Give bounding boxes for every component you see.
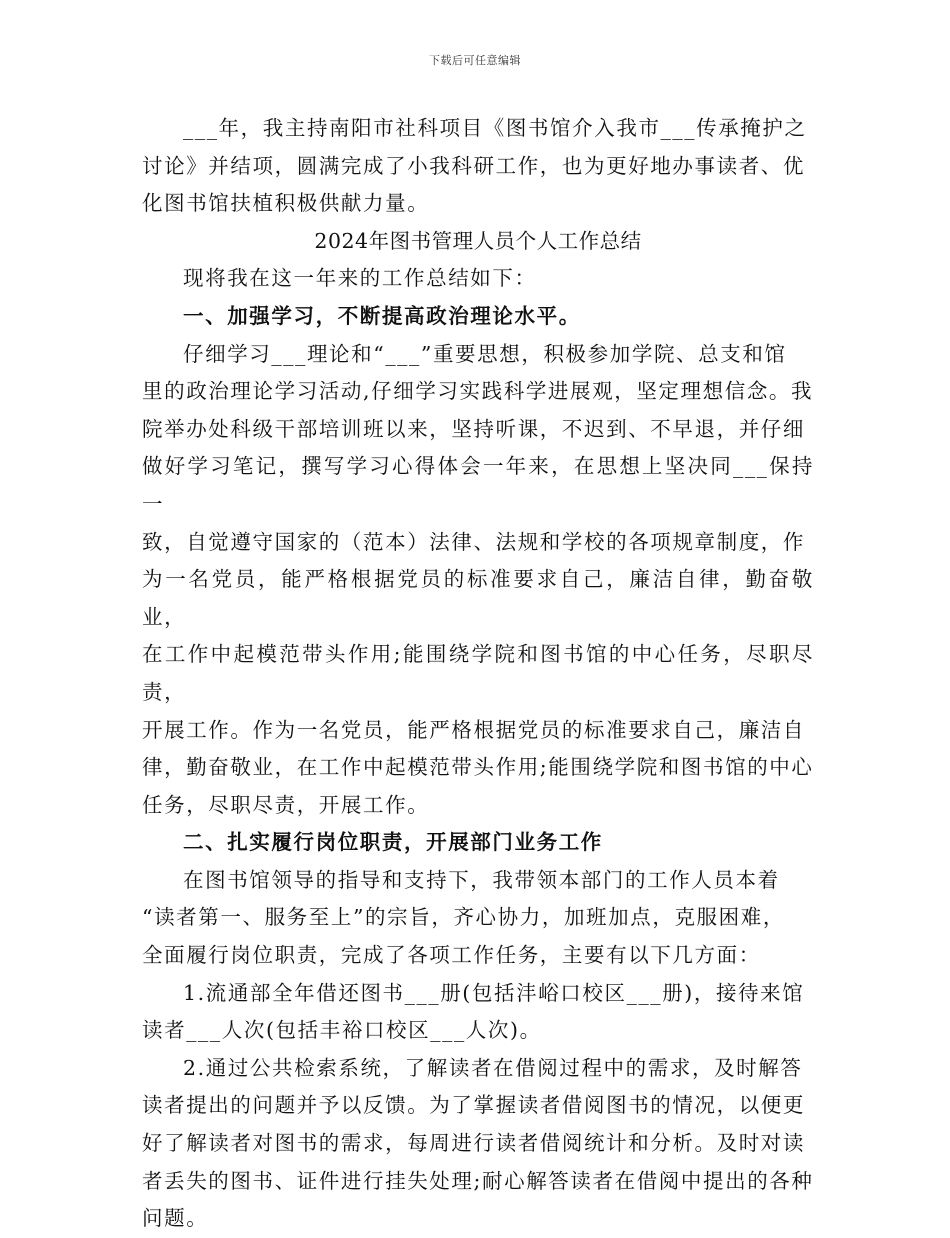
item2-line-3: 好了解读者对图书的需求，每周进行读者借阅统计和分析。及时对读 (142, 1131, 805, 1156)
section2-line-3: 全面履行岗位职责，完成了各项工作任务，主要有以下几方面： (142, 943, 761, 968)
section2-line-2: “读者第一、服务至上”的宗旨，齐心协力，加班加点，克服困难， (142, 905, 785, 930)
section1-paragraph (142, 336, 814, 825)
item1-line-1: 1.流通部全年借还图书___册(包括沣峪口校区___册)，接待来馆 (183, 980, 805, 1005)
section1-line-5: 致，自觉遵守国家的（范本）法律、法规和学校的各项规章制度，作 (142, 529, 805, 554)
section1-line-4: 做好学习笔记，撰写学习心得体会一年来，在思想上坚决同___保持一 (142, 454, 814, 516)
item2-line-1: 2.通过公共检索系统，了解读者在借阅过程中的需求，及时解答 (183, 1055, 803, 1080)
intro-paragraph (142, 110, 814, 223)
section2-heading: 二、扎实履行岗位职责，开展部门业务工作 (183, 830, 603, 855)
intro-line-3: 化图书馆扶植积极供献力量。 (142, 191, 430, 216)
section1-line-9: 律，勤奋敬业，在工作中起模范带头作用;能围绕学院和图书馆的中心 (142, 755, 814, 780)
section1-line-10: 任务，尽职尽责，开展工作。 (142, 792, 430, 817)
intro-line-2: 讨论》并结项，圆满完成了小我科研工作，也为更好地办事读者、优 (142, 153, 805, 178)
item2-line-4: 者丢失的图书、证件进行挂失处理;耐心解答读者在借阅中提出的各种 (142, 1168, 814, 1193)
section1-line-7: 在工作中起模范带头作用;能围绕学院和图书馆的中心任务，尽职尽责， (142, 642, 814, 704)
document-body (142, 110, 814, 1238)
intro-line-1: ___年，我主持南阳市社科项目《图书馆介入我市___传承掩护之 (183, 116, 807, 140)
opening-line: 现将我在这一年来的工作总结如下： (183, 266, 537, 291)
section1-line-6: 为一名党员，能严格根据党员的标准要求自己，廉洁自律，勤奋敬业， (142, 567, 814, 629)
item2-line-5: 问题。 (142, 1206, 209, 1231)
section2-line-1: 在图书馆领导的指导和支持下，我带领本部门的工作人员本着 (183, 867, 780, 892)
page-header: 下载后可任意编辑 (429, 54, 521, 67)
item2-paragraph (142, 1050, 814, 1238)
section1-line-3: 院举办处科级干部培训班以来，坚持听课，不迟到、不早退，并仔细 (142, 416, 805, 441)
section1-line-8: 开展工作。作为一名党员，能严格根据党员的标准要求自己，廉洁自 (142, 717, 805, 742)
item2-line-2: 读者提出的问题并予以反馈。为了掌握读者借阅图书的情况，以便更 (142, 1093, 805, 1118)
section2-paragraph (142, 862, 814, 975)
item1-paragraph (142, 975, 814, 1050)
item1-line-2: 读者___人次(包括丰裕口校区___人次)。 (142, 1018, 542, 1043)
section1-line-2: 里的政治理论学习活动,仔细学习实践科学进展观，坚定理想信念。我 (142, 379, 814, 404)
document-title: 2024年图书管理人员个人工作总结 (314, 228, 642, 253)
section1-heading: 一、加强学习，不断提高政治理论水平。 (183, 303, 581, 328)
section1-line-1: 仔细学习___理论和“___”重要思想，积极参加学院、总支和馆 (183, 341, 787, 366)
